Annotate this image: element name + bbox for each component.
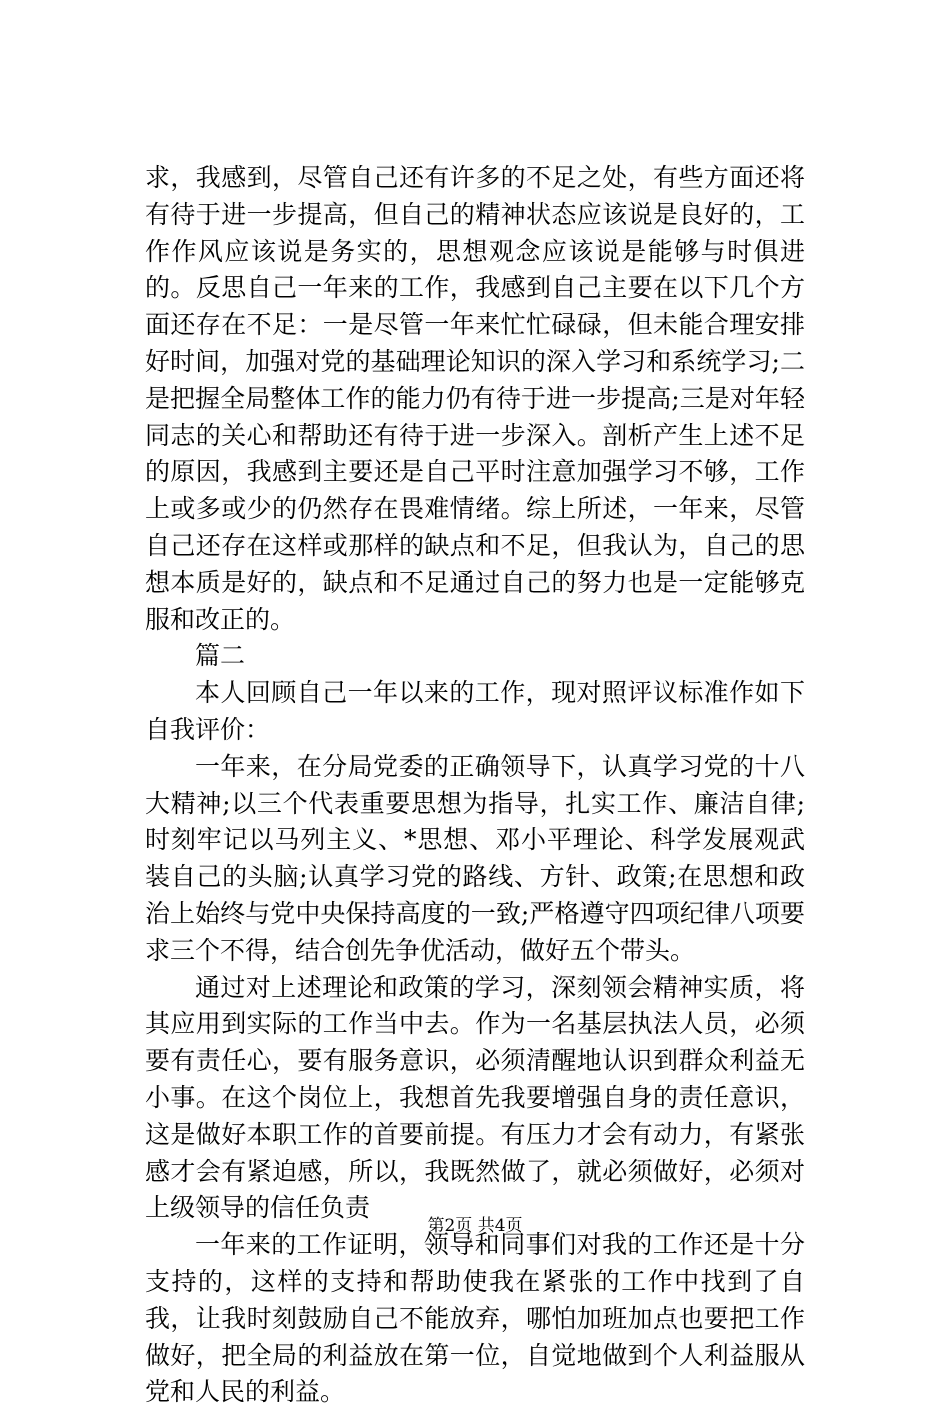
paragraph-support: 一年来的工作证明，领导和同事们对我的工作还是十分支持的，这样的支持和帮助使我在紧张的工作中找到了自我，让我时刻鼓励自己不能放弃，哪怕加班加点也要把工作做好，把全局的利益放在第一位，自觉地做到个人利益服从党和人民的利益。 xyxy=(145,1230,805,1407)
paragraph-intro: 本人回顾自己一年以来的工作，现对照评议标准作如下自我评价： xyxy=(145,678,805,744)
paragraph-apply: 通过对上述理论和政策的学习，深刻领会精神实质，将其应用到实际的工作当中去。作为一名基层执法人员，必须要有责任心，要有服务意识，必须清醒地认识到群众利益无小事。在这个岗位上，我想首先我要增强自身的责任意识，这是做好本职工作的首要前提。有压力才会有动力，有紧张感才会有紧迫感，所以，我既然做了，就必须做好，必须对上级领导的信任负责 xyxy=(145,972,805,1223)
paragraph-continued: 求，我感到，尽管自己还有许多的不足之处，有些方面还将有待于进一步提高，但自己的精神状态应该说是良好的，工作作风应该说是务实的，思想观念应该说是能够与时俱进的。反思自己一年来的工作，我感到自己主要在以下几个方面还存在不足：一是尽管一年来忙忙碌碌，但未能合理安排好时间，加强对党的基础理论知识的深入学习和系统学习;二是把握全局整体工作的能力仍有待于进一步提高;三是对年轻同志的关心和帮助还有待于进一步深入。剖析产生上述不足的原因，我感到主要还是自己平时注意加强学习不够，工作上或多或少的仍然存在畏难情绪。综上所述，一年来，尽管自己还存在这样或那样的缺点和不足，但我认为，自己的思想本质是好的，缺点和不足通过自己的努力也是一定能够克服和改正的。 xyxy=(145,163,805,634)
page-number-footer: 第2页 共4页 xyxy=(427,1216,523,1236)
paragraph-study: 一年来，在分局党委的正确领导下，认真学习党的十八大精神;以三个代表重要思想为指导，扎实工作、廉洁自律;时刻牢记以马列主义、*思想、邓小平理论、科学发展观武装自己的头脑;认真学习党的路线、方针、政策;在思想和政治上始终与党中央保持高度的一致;严格遵守四项纪律八项要求三个不得，结合创先争优活动，做好五个带头。 xyxy=(145,751,805,965)
section-heading: 篇二 xyxy=(195,641,246,671)
